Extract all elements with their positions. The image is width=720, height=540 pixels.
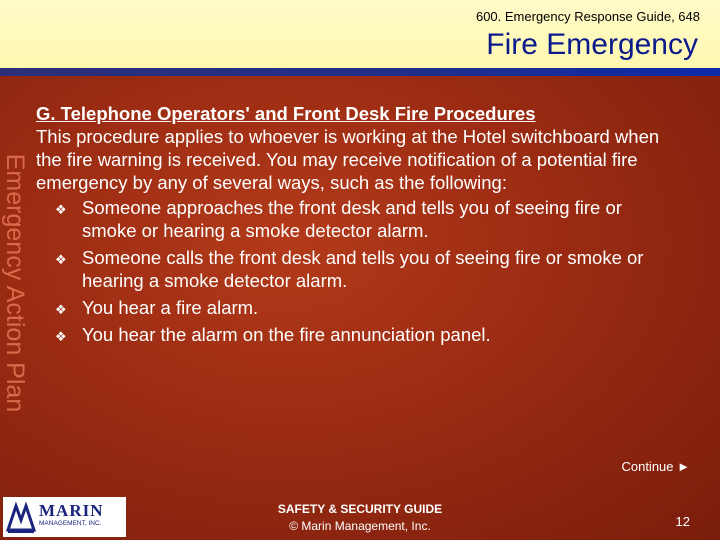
list-item [55,296,676,319]
logo-name: MARIN [39,501,104,520]
list-item-text: Someone approaches the front desk and tells you of seeing fire or smoke or hearing a smoke detector alarm. [82,197,622,241]
footer-guide-title: SAFETY & SECURITY GUIDE [277,502,443,516]
logo-mark-icon [6,500,36,534]
list-item [55,246,676,292]
diamond-bullet-icon: ❖ [55,329,67,344]
logo-subtitle: MANAGEMENT, INC. [39,520,102,527]
header-divider [0,68,720,76]
bullet-list [36,196,676,346]
header-bar [0,0,720,68]
list-item [55,323,676,346]
diamond-bullet-icon: ❖ [55,202,67,217]
main-content [36,102,676,350]
company-logo [3,497,126,537]
guide-reference: 600. Emergency Response Guide, 648 [475,9,700,24]
list-item-text: Someone calls the front desk and tells you of seeing fire or smoke or hearing a smoke detector alarm. [82,247,644,291]
diamond-bullet-icon: ❖ [55,302,67,317]
list-item-text: You hear the alarm on the fire annunciation panel. [82,324,491,345]
section-title: Fire Emergency [486,28,698,61]
diamond-bullet-icon: ❖ [55,252,67,267]
intro-paragraph: This procedure applies to whoever is working at the Hotel switchboard when the fire warning is received. You may receive notification of a potential fire emergency by any of several ways, such as the following: [36,126,660,193]
list-item-text: You hear a fire alarm. [82,297,259,318]
list-item [55,196,676,242]
page-number: 12 [675,514,690,529]
side-title: Emergency Action Plan [1,153,29,413]
procedure-heading: G. Telephone Operators' and Front Desk Fire Procedures [36,103,536,124]
continue-link[interactable]: Continue ► [621,459,690,474]
footer-copyright: © Marin Management, Inc. [289,519,431,533]
footer-center [230,502,490,533]
